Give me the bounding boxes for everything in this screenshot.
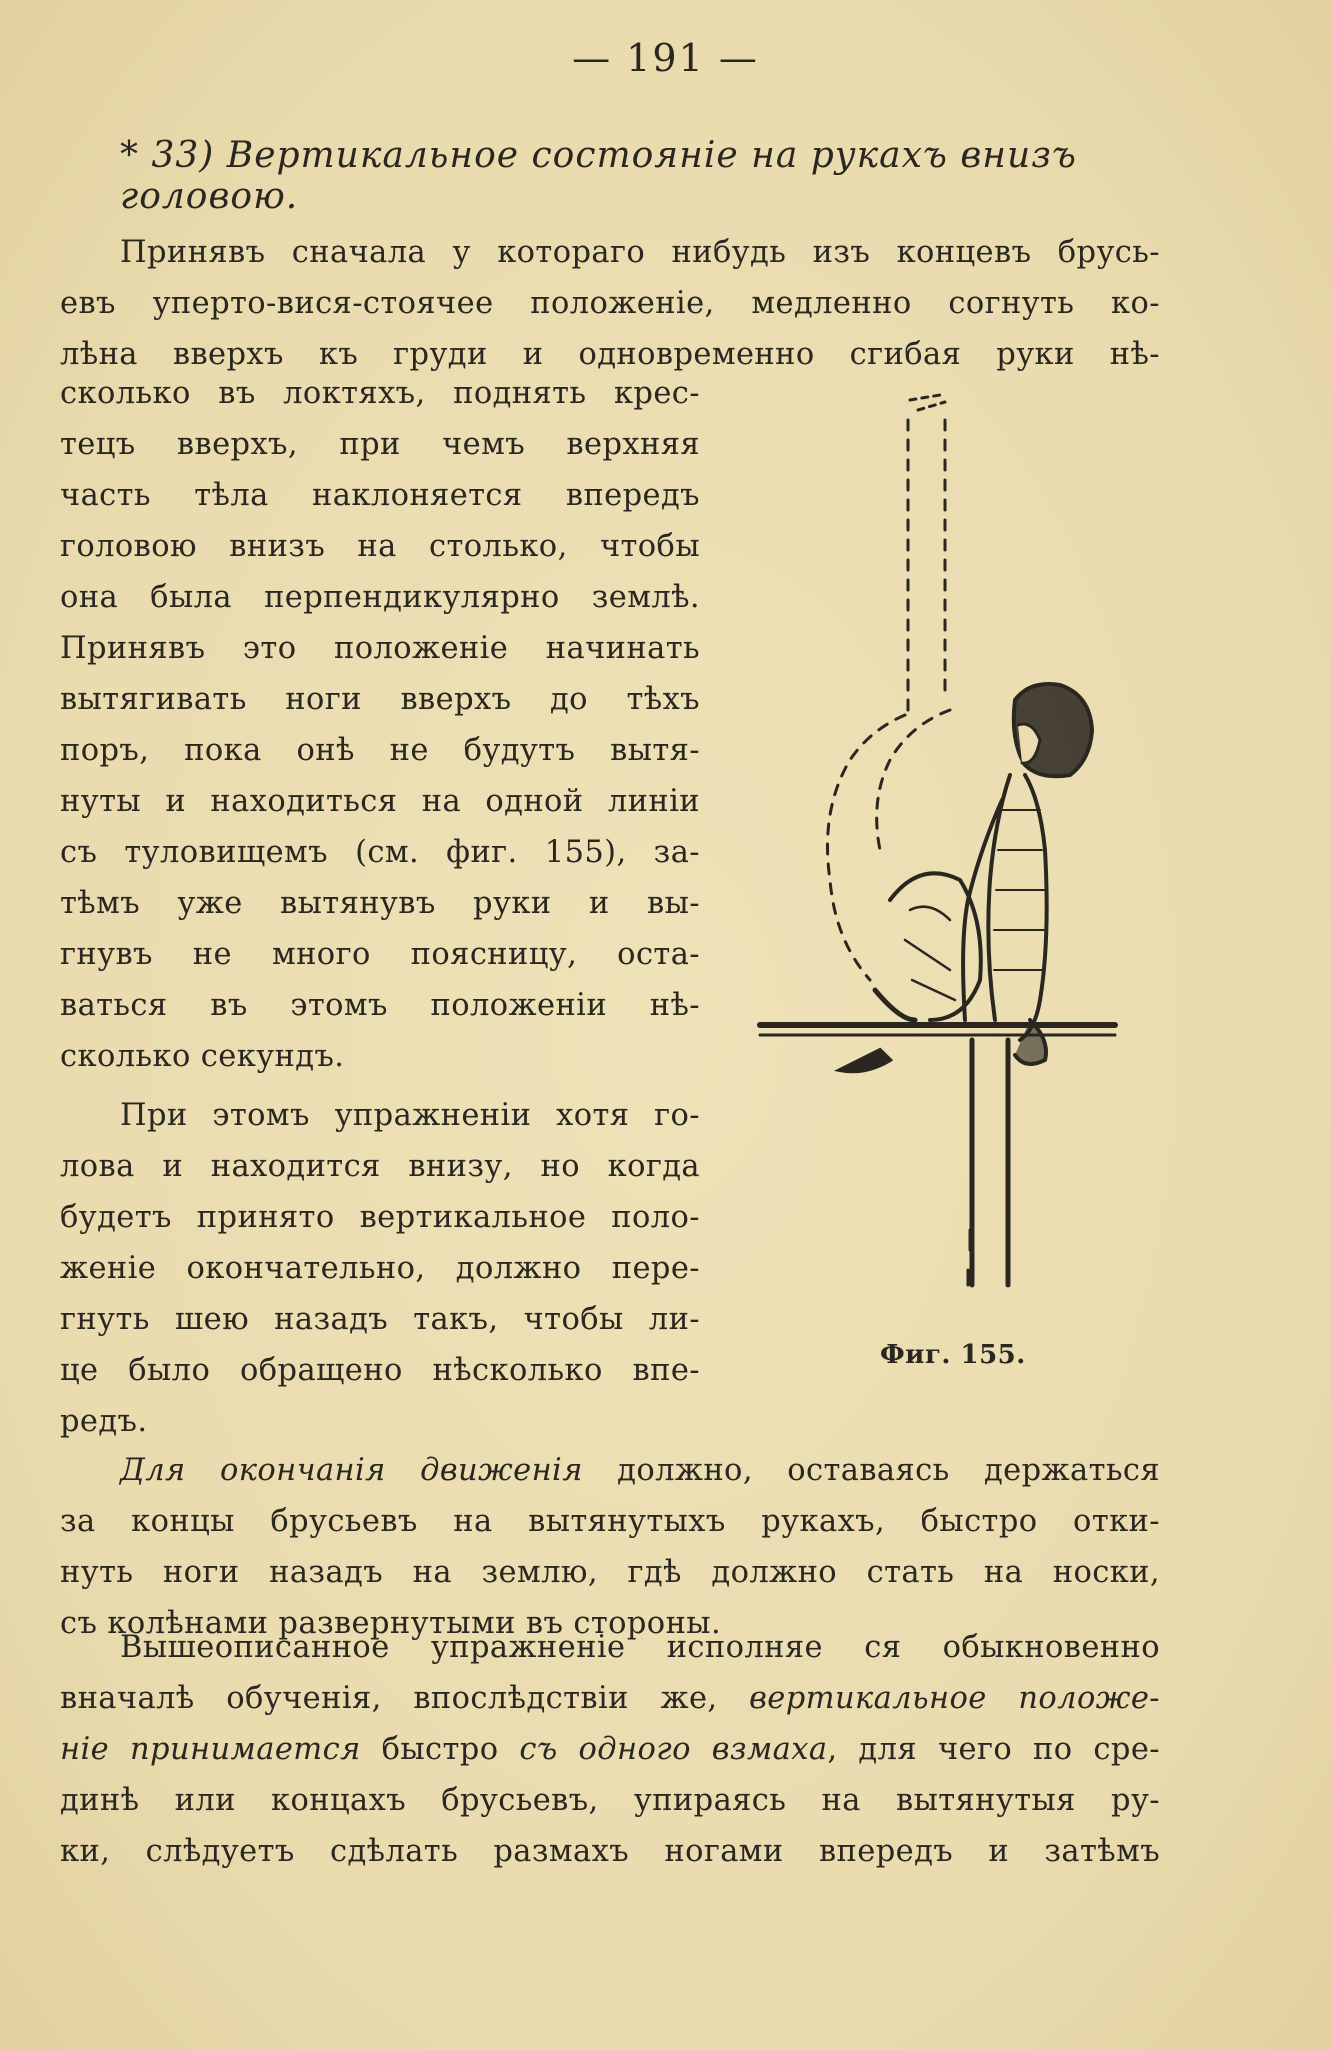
text-line: Принявъ сначала у котораго нибудь изъ концевъ брусь- <box>120 235 1160 270</box>
text-line: нуть ноги назадъ на землю, гдѣ должно стать на носки, <box>60 1555 1160 1590</box>
text-line: гнуть шею назадъ такъ, чтобы ли- <box>60 1302 700 1337</box>
text-line: тѣмъ уже вытянувъ руки и вы- <box>60 886 700 921</box>
leg-shading <box>905 907 955 1000</box>
intro-paragraph <box>60 227 1160 380</box>
section-heading: * 33) Вертикальное состоянiе на рукахъ внизъ головою. <box>120 135 1077 217</box>
shirt-lines <box>994 810 1044 970</box>
text-line: сколько секундъ. <box>60 1039 345 1074</box>
figure-caption: Фиг. 155. <box>880 1340 1026 1370</box>
text-line: редъ. <box>60 1404 148 1439</box>
text-line: съ колѣнами развернутыми въ стороны. <box>60 1606 722 1641</box>
left-column-text <box>60 368 700 1447</box>
text-line: Принявъ это положенiе начинать <box>60 631 700 666</box>
text-line: лова и находится внизу, но когда <box>60 1149 700 1184</box>
second-hand <box>840 1050 890 1071</box>
text-line: гнувъ не много поясницу, оста- <box>60 937 700 972</box>
text-fragment: , для чего по сре- <box>827 1732 1160 1767</box>
ending-paragraph <box>60 1445 1160 1649</box>
italic-fragment: вертикальное положе- <box>749 1681 1160 1716</box>
text-fragment: быстро <box>360 1732 520 1767</box>
text-line: она была перпендикулярно землѣ. <box>60 580 700 615</box>
text-line: При этомъ упражненiи хотя го- <box>120 1098 700 1133</box>
text-line: женiе окончательно, должно пере- <box>60 1251 700 1286</box>
italic-fragment: съ одного взмаха <box>519 1732 828 1767</box>
final-paragraph <box>60 1622 1160 1877</box>
foot <box>875 990 915 1020</box>
text-line: нуты и находиться на одной линiи <box>60 784 700 819</box>
text-line: поръ, пока онѣ не будутъ вытя- <box>60 733 700 768</box>
dashed-inner-arc <box>877 710 950 850</box>
text-line: ки, слѣдуетъ сдѣлать размахъ ногами впередъ и затѣмъ <box>60 1834 1160 1869</box>
text-line: вытягивать ноги вверхъ до тѣхъ <box>60 682 700 717</box>
knees <box>890 873 981 1020</box>
torso-back <box>1020 775 1047 1040</box>
text-line: ваться въ этомъ положенiи нѣ- <box>60 988 700 1023</box>
italic-lead: Для окончанiя движенiя <box>120 1453 583 1488</box>
second-paragraph <box>60 1090 700 1447</box>
text-line <box>60 1724 1160 1775</box>
gymnast-on-bars-drawing <box>740 380 1130 1340</box>
dashed-swing-arc <box>828 715 906 980</box>
page-number: — 191 — <box>572 36 759 80</box>
text-line: будетъ принято вертикальное поло- <box>60 1200 700 1235</box>
text-line: це было обращено нѣсколько впе- <box>60 1353 700 1388</box>
text-fragment: должно, оставаясь держаться <box>582 1453 1160 1488</box>
text-fragment: вначалѣ обученiя, впослѣдствiи же, <box>60 1681 750 1716</box>
figure-155-illustration <box>740 380 1130 1340</box>
italic-fragment: нiе принимается <box>60 1732 361 1767</box>
text-line: за концы брусьевъ на вытянутыхъ рукахъ, быстро отки- <box>60 1504 1160 1539</box>
torso-front <box>988 775 1010 1020</box>
text-line: сколько въ локтяхъ, поднять крес- <box>60 376 700 411</box>
text-line: евъ уперто-вися-стоячее положенiе, медленно согнуть ко- <box>60 286 1160 321</box>
text-line: тецъ вверхъ, при чемъ верхняя <box>60 427 700 462</box>
text-line: лѣна вверхъ къ груди и одновременно сгибая руки нѣ- <box>60 337 1160 372</box>
dashed-feet <box>910 395 945 410</box>
text-line: головою внизъ на столько, чтобы <box>60 529 700 564</box>
text-line: съ туловищемъ (см. фиг. 155), за- <box>60 835 700 870</box>
text-line: динѣ или концахъ брусьевъ, упираясь на вытянутыя ру- <box>60 1783 1160 1818</box>
text-line: часть тѣла наклоняется впередъ <box>60 478 700 513</box>
text-line: Вышеописанное упражненiе исполняе ся обыкновенно <box>120 1630 1160 1665</box>
text-line <box>60 1673 1160 1724</box>
text-line <box>60 1445 1160 1496</box>
